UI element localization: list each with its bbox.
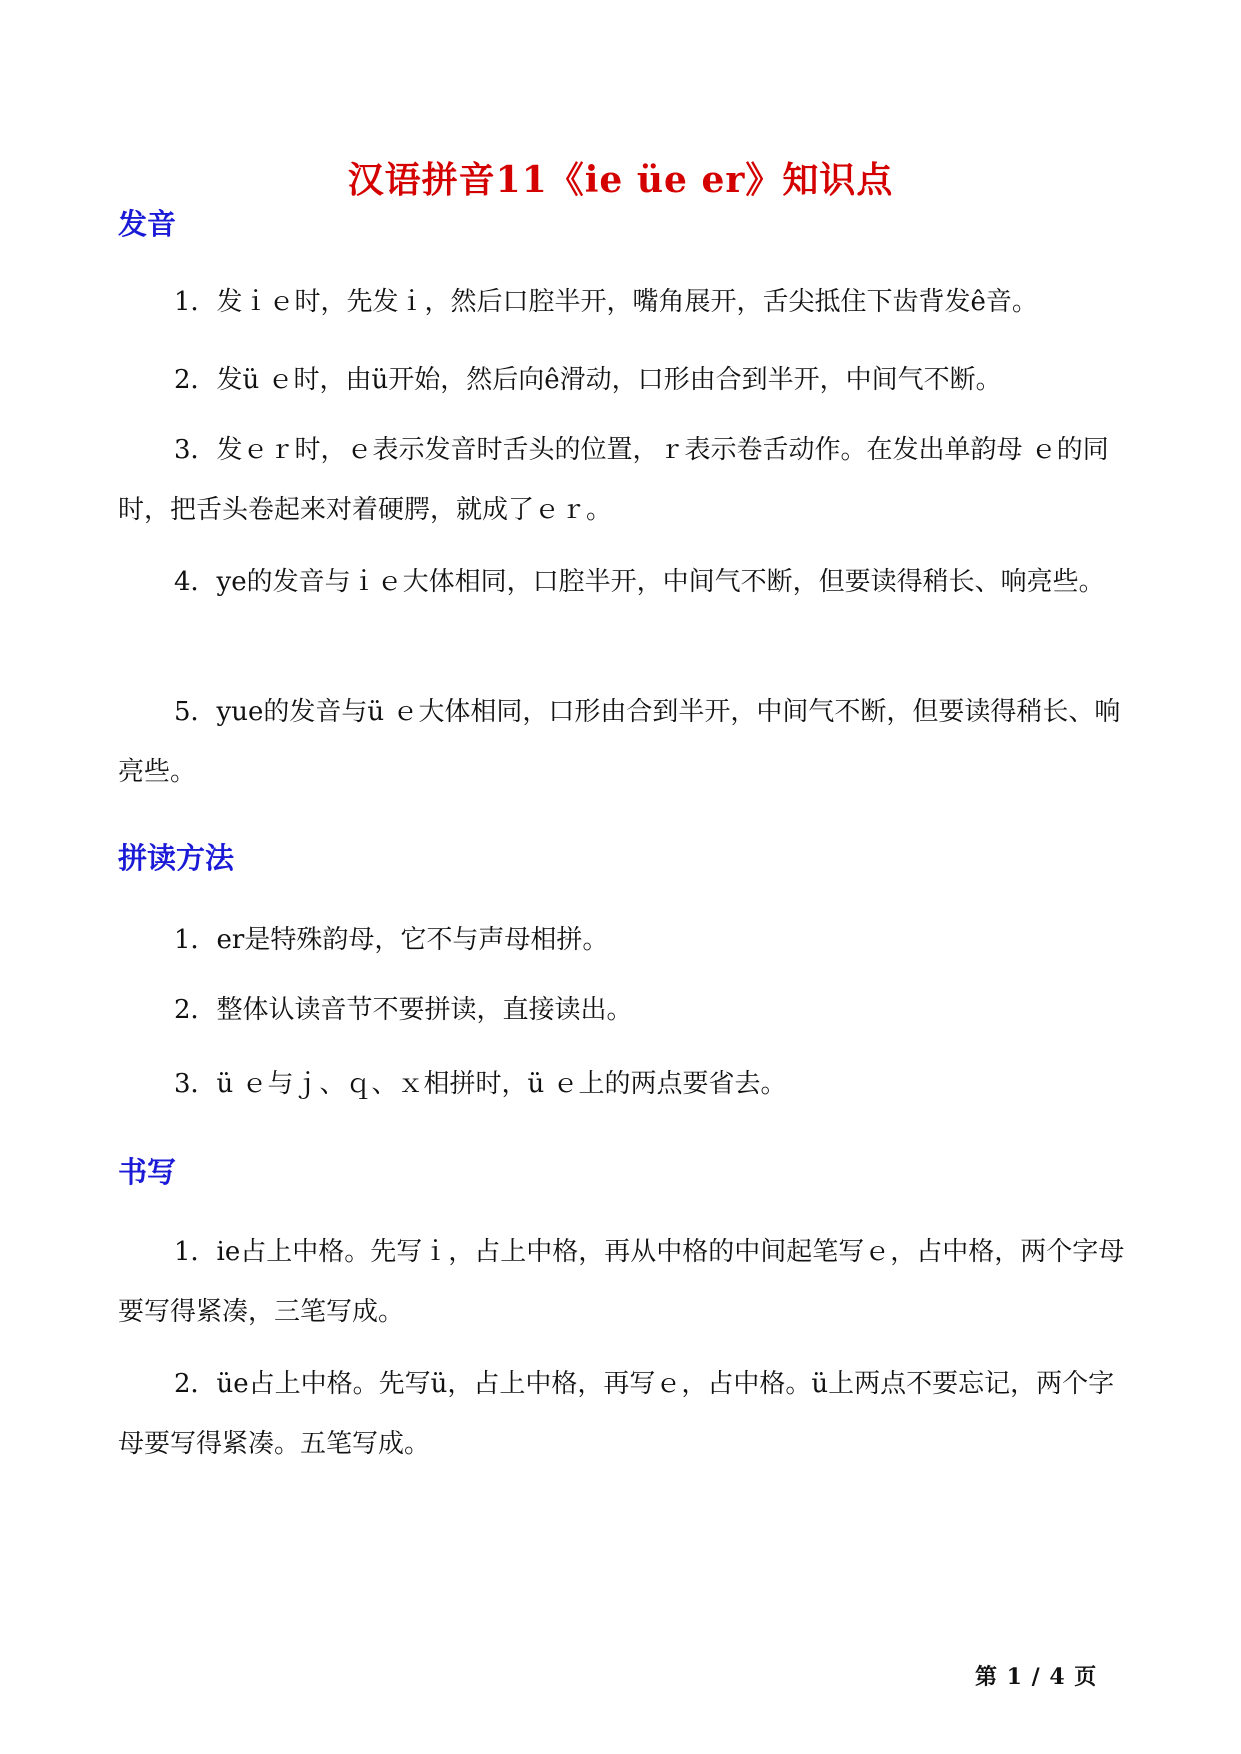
pronunciation-item-5: 5．yue的发音与ü ｅ大体相同，口形由合到半开，中间气不断，但要读得稍长、响亮些。 bbox=[118, 697, 1121, 787]
reading-method-item-1: 1．er是特殊韵母，它不与声母相拼。 bbox=[174, 925, 609, 955]
pronunciation-item-2: 2．发ü ｅ时，由ü开始，然后向ê滑动，口形由合到半开，中间气不断。 bbox=[174, 365, 1002, 395]
pronunciation-item-1: 1．发ｉｅ时，先发ｉ，然后口腔半开，嘴角展开，舌尖抵住下齿背发ê音。 bbox=[174, 287, 1038, 317]
writing-item-1: 1．ie占上中格。先写ｉ，占上中格，再从中格的中间起笔写ｅ，占中格，两个字母要写得紧凑，三笔写成。 bbox=[118, 1237, 1125, 1327]
section-heading-reading-method: 拼读方法 bbox=[118, 841, 235, 875]
section-heading-writing: 书写 bbox=[118, 1155, 177, 1189]
writing-item-2: 2．üe占上中格。先写ü，占上中格，再写ｅ，占中格。ü上两点不要忘记，两个字母要写得紧凑。五笔写成。 bbox=[118, 1369, 1115, 1459]
page-title: 汉语拼音11《ie üe er》知识点 bbox=[347, 159, 894, 202]
pronunciation-item-4: 4．ye的发音与ｉｅ大体相同，口腔半开，中间气不断，但要读得稍长、响亮些。 bbox=[174, 567, 1105, 597]
page-number: 第 1 / 4 页 bbox=[975, 1664, 1098, 1690]
pronunciation-item-3: 3．发ｅｒ时，ｅ表示发音时舌头的位置，ｒ表示卷舌动作。在发出单韵母 ｅ的同时，把舌头卷起来对着硬腭，就成了ｅｒ。 bbox=[118, 435, 1109, 525]
reading-method-item-2: 2．整体认读音节不要拼读，直接读出。 bbox=[174, 995, 633, 1025]
reading-method-item-3: 3．ü ｅ与ｊ、ｑ、ｘ相拼时，ü ｅ上的两点要省去。 bbox=[174, 1069, 787, 1099]
section-heading-pronunciation: 发音 bbox=[118, 207, 177, 241]
